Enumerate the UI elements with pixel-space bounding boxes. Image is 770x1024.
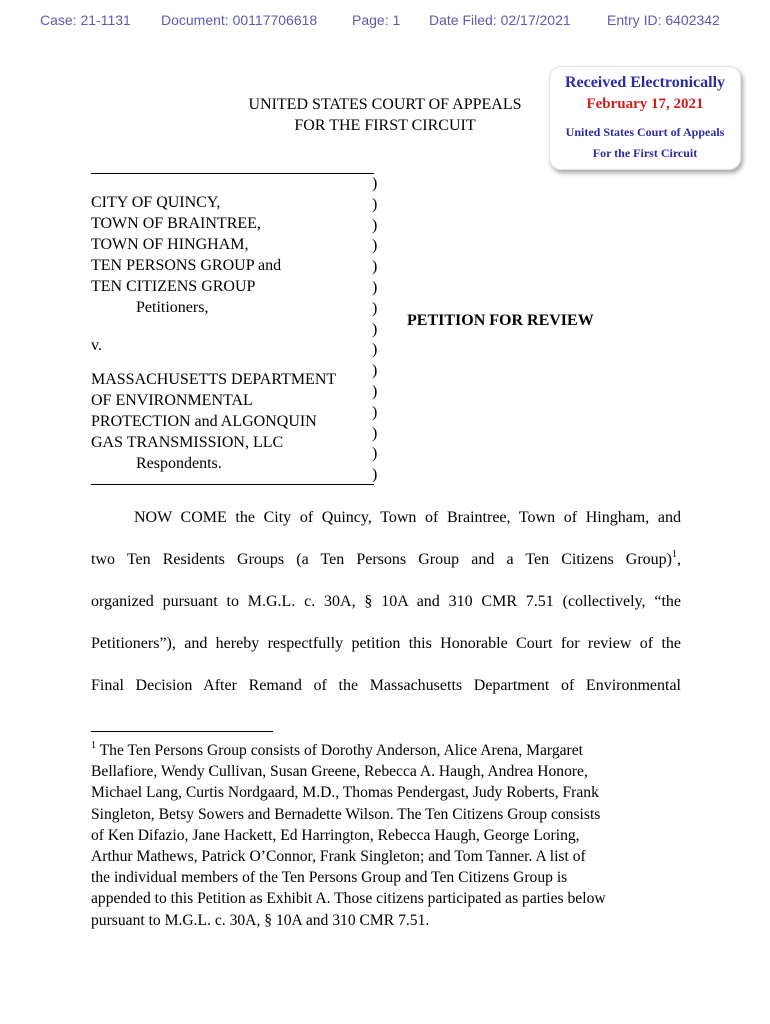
stamp-date: February 17, 2021 (586, 96, 704, 112)
body-text: Final Decision After Remand of the Massachusetts Department of Environmental (91, 677, 681, 694)
paren: ) (372, 341, 378, 359)
respondent-name: MASSACHUSETTS DEPARTMENT (91, 371, 337, 388)
footnote-line: appended to this Petition as Exhibit A. Those citizens participated as parties below (91, 890, 606, 908)
paren: ) (372, 258, 378, 276)
document-number: Document: 00117706618 (161, 12, 318, 28)
paren: ) (372, 362, 378, 380)
paren: ) (372, 175, 378, 192)
entry-id: Entry ID: 6402342 (607, 12, 720, 28)
respondent-name: OF ENVIRONMENTAL (91, 392, 253, 409)
respondents-label: Respondents. (136, 455, 222, 472)
footnote-line: Michael Lang, Curtis Nordgaard, M.D., Thomas Pendergast, Judy Roberts, Frank (91, 784, 599, 802)
paren: ) (372, 278, 378, 296)
paren: ) (372, 382, 378, 400)
footnote-line: the individual members of the Ten Persons Group and Ten Citizens Group is (91, 869, 568, 887)
respondent-name: GAS TRANSMISSION, LLC (91, 434, 284, 451)
caption-bottom-rule (91, 484, 374, 485)
paren: ) (372, 424, 378, 442)
footnote-line (91, 740, 671, 761)
paren: ) (372, 466, 378, 484)
footnote-line: Singleton, Betsy Sowers and Bernadette Wilson. The Ten Citizens Group consists (91, 805, 601, 823)
body-line-3 (91, 593, 681, 611)
caption-parentheses (372, 174, 377, 486)
footnote (91, 740, 671, 931)
paren: ) (372, 403, 378, 421)
stamp-line1: Received Electronically (564, 74, 726, 91)
page-number: Page: 1 (352, 12, 401, 28)
court-title-line1: UNITED STATES COURT OF APPEALS (248, 96, 522, 113)
body-text (91, 551, 681, 569)
footnote-line: Bellafiore, Wendy Cullivan, Susan Greene, Rebecca A. Haugh, Andrea Honore, (91, 763, 588, 781)
date-filed: Date Filed: 02/17/2021 (429, 12, 571, 28)
case-number: Case: 21-1131 (40, 12, 131, 28)
stamp-line4: For the First Circuit (592, 146, 698, 160)
received-stamp (549, 66, 741, 170)
paren: ) (372, 299, 378, 317)
body-line-2 (91, 551, 681, 569)
body-line-5 (91, 677, 681, 695)
versus-label: v. (91, 337, 102, 354)
paren: ) (372, 445, 378, 463)
petitioner-name: TEN CITIZENS GROUP (91, 278, 256, 295)
paren: ) (372, 216, 378, 234)
petitioner-name: TEN PERSONS GROUP and (91, 257, 282, 274)
court-title-line2: FOR THE FIRST CIRCUIT (294, 117, 476, 134)
stamp-line3: United States Court of Appeals (565, 125, 725, 139)
footnote-reference: 1 (672, 549, 677, 560)
body-text-segment: , (677, 551, 681, 568)
document-title: PETITION FOR REVIEW (407, 312, 594, 329)
petitioner-name: CITY OF QUINCY, (91, 194, 221, 211)
court-title (200, 94, 570, 136)
body-text: organized pursuant to M.G.L. c. 30A, § 10A and 310 CMR 7.51 (collectively, “the (91, 593, 681, 610)
body-line-1 (134, 509, 681, 527)
body-text: NOW COME the City of Quincy, Town of Braintree, Town of Hingham, and (134, 509, 681, 526)
caption-top-rule (91, 173, 374, 174)
filing-header (0, 12, 770, 34)
body-text-segment: two Ten Residents Groups (a Ten Persons Group and a Ten Citizens Group) (91, 551, 672, 568)
footnote-text: The Ten Persons Group consists of Dorothy Anderson, Alice Arena, Margaret (96, 742, 583, 759)
petitioner-name: TOWN OF HINGHAM, (91, 236, 249, 253)
paren: ) (372, 195, 378, 213)
footnote-separator (91, 731, 273, 732)
footnote-marker: 1 (91, 740, 96, 751)
petitioner-name: TOWN OF BRAINTREE, (91, 215, 261, 232)
body-line-4 (91, 635, 681, 653)
petitioners-label: Petitioners, (136, 299, 209, 316)
paren: ) (372, 320, 378, 338)
paren: ) (372, 237, 378, 255)
footnote-line: pursuant to M.G.L. c. 30A, § 10A and 310 CMR 7.51. (91, 911, 430, 929)
body-text: Petitioners”), and hereby respectfully petition this Honorable Court for review of the (91, 635, 681, 652)
respondent-name: PROTECTION and ALGONQUIN (91, 413, 317, 430)
footnote-line: of Ken Difazio, Jane Hackett, Ed Harrington, Rebecca Haugh, George Loring, (91, 826, 580, 844)
footnote-line: Arthur Mathews, Patrick O’Connor, Frank Singleton; and Tom Tanner. A list of (91, 848, 586, 866)
